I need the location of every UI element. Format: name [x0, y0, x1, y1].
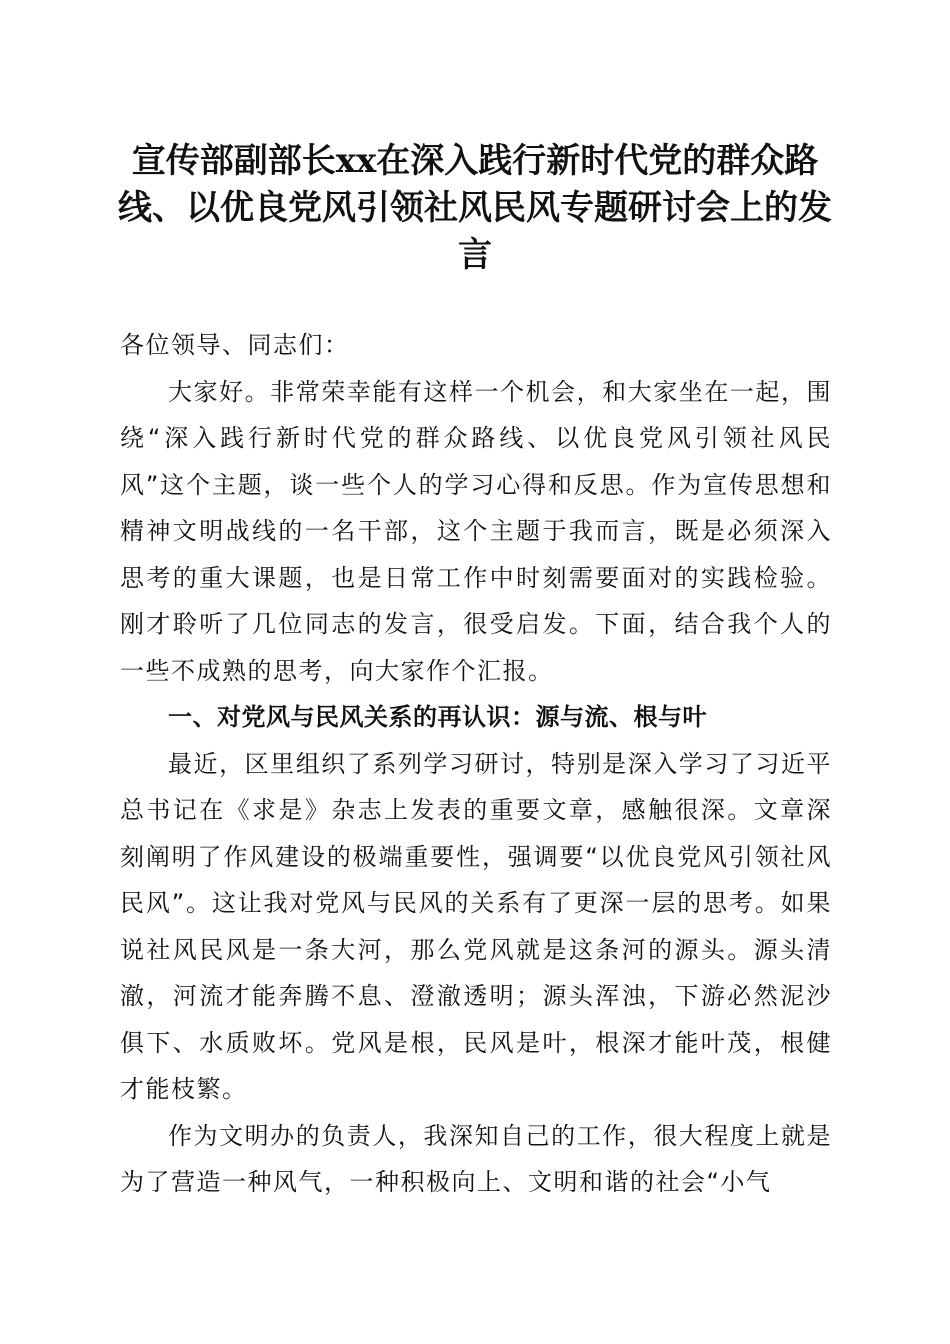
document-body: [120, 322, 832, 1206]
document-title: 宣传部副部长xx在深入践行新时代党的群众路线、以优良党风引领社风民风专题研讨会上的发言: [118, 141, 832, 275]
section-paragraph: 作为文明办的负责人，我深知自己的工作，很大程度上就是为了营造一种风气，一种积极向上、文明和谐的社会“小气: [120, 1121, 832, 1196]
section-paragraph: 最近，区里组织了系列学习研讨，特别是深入学习了习近平总书记在《求是》杂志上发表的重要文章，感触很深。文章深刻阐明了作风建设的极端重要性，强调要“以优良党风引领社风民风”。这让我对党风与民风的关系有了更深一层的思考。如果说社风民风是一条大河，那么党风就是这条河的源头。源头清澈，河流才能奔腾不息、澄澈透明；源头浑浊，下游必然泥沙俱下、水质败坏。党风是根，民风是叶，根深才能叶茂，根健才能枝繁。: [120, 749, 832, 1103]
salutation: 各位领导、同志们：: [120, 331, 350, 359]
intro-paragraph: 大家好。非常荣幸能有这样一个机会，和大家坐在一起，围绕“深入践行新时代党的群众路线、以优良党风引领社风民风”这个主题，谈一些个人的学习心得和反思。作为宣传思想和精神文明战线的一名干部，这个主题于我而言，既是必须深入思考的重大课题，也是日常工作中时刻需要面对的实践检验。刚才聆听了几位同志的发言，很受启发。下面，结合我个人的一些不成熟的思考，向大家作个汇报。: [120, 377, 832, 685]
section-heading: 一、对党风与民风关系的再认识：源与流、根与叶: [168, 703, 707, 731]
